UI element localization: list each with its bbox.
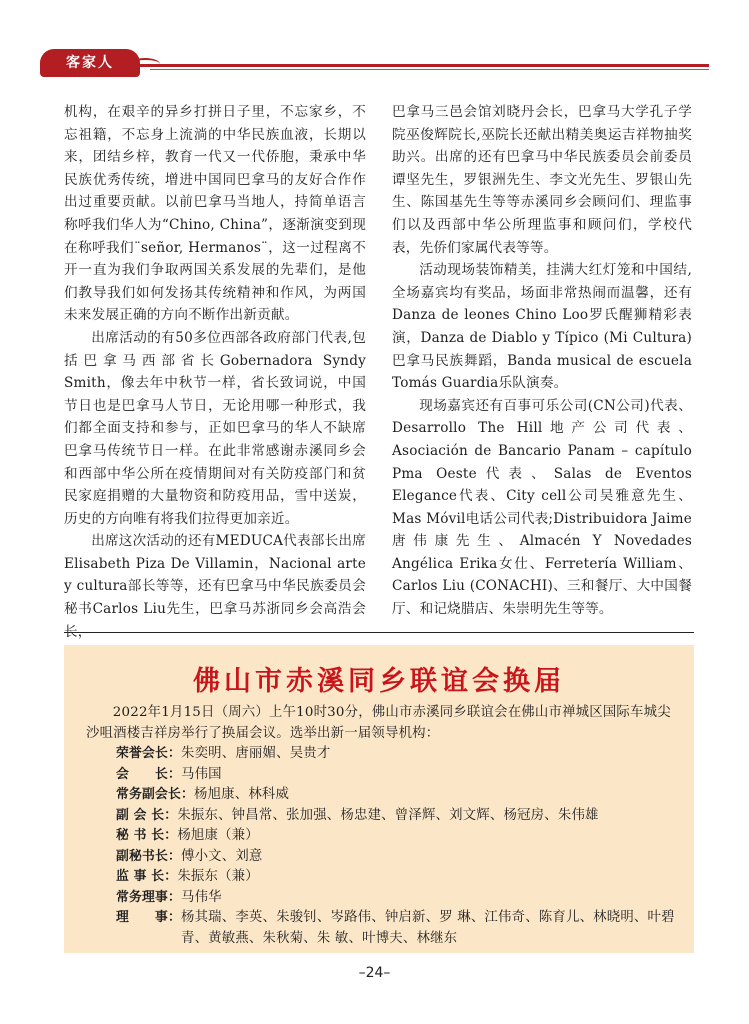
roster-row [86, 785, 682, 806]
roster-names: 傅小文、刘意 [180, 848, 263, 864]
roster-role: 常务副会长： [116, 787, 194, 802]
paragraph: 机构，在艰辛的异乡打拼日子里，不忘家乡，不忘祖籍，不忘身上流淌的中华民族血液，长期以来，团结乡梓，教育一代又一代侨胞，秉承中华民族优秀传统，增进中国同巴拿马的友好合作作出过重要贡献。以前巴拿马当地人，持简单语言称呼我们华人为“Chino, China”，逐渐演变到现在称呼我们¨señor, Hermanos¨，这一过程离不开一直为我们争取两国关系发展的先辈们，是他们教导我们如何发扬其传统精神和作风，为两国未来发展正确的方向不断作出新贡献。 [64, 104, 366, 324]
page-header [0, 0, 749, 78]
roster-row [86, 744, 682, 765]
notice-box [64, 645, 694, 953]
roster-names: 杨旭康、林科威 [193, 787, 290, 802]
notice-intro: 2022年1月15日（周六）上午10时30分，佛山市赤溪同乡联谊会在佛山市禅城区国际车城尖沙咀酒楼吉祥房举行了换届会议。选举出新一届领导机构： [86, 705, 671, 741]
roster-row [86, 847, 682, 868]
section-divider [64, 632, 694, 633]
roster-role: 荣誉会长： [116, 746, 181, 761]
paragraph: 现场嘉宾还有百事可乐公司(CN公司)代表、Desarrollo The Hill地产公司代表、Asociación de Bancario Panam – capítulo Pma Oeste代表、Salas de Eventos Elegance代表、City cell公司吴雅意先生、Mas Móvil电话公司代表;Distribuidora Jaime唐伟康先生、Almacén Y Novedades Angélica Erika女仕、Ferretería William、Carlos Liu (CONACHI)、三和餐厅、大中国餐厅、和记烧腊店、朱崇明先生等等。 [392, 397, 692, 618]
roster-role: 秘 书 长： [116, 828, 178, 843]
roster-role: 监 事 长： [116, 869, 178, 884]
roster-row [86, 888, 682, 909]
left-column [64, 101, 366, 643]
roster-row [86, 826, 682, 847]
roster-names: 杨其瑞、李英、朱骏钊、岑路伟、钟启新、罗 琳、江伟奇、陈育儿、林晓明、叶碧青、黄敏燕、朱秋菊、朱 敏、叶博夫、林继东 [180, 910, 675, 946]
roster-row [86, 806, 682, 827]
roster-role: 理 事： [116, 910, 181, 925]
roster-names: 马伟华 [180, 889, 222, 905]
header-rule-thin [150, 69, 709, 70]
roster-row [86, 867, 682, 888]
paragraph: 活动现场装饰精美，挂满大红灯笼和中国结,全场嘉宾均有奖品，场面非常热闹而温馨，还有Danza de leones Chino Loo罗氏醒狮精彩表演，Danza de Diablo y Típico (Mi Cultura)巴拿马民族舞蹈，Banda musical de escuela Tomás Guardia乐队演奏。 [392, 262, 692, 392]
roster-names: 朱奕明、唐丽媚、吴贵才 [180, 746, 331, 761]
roster-row [86, 765, 682, 786]
roster-names: 朱振东（兼） [177, 869, 259, 884]
page-number: –24– [358, 965, 391, 981]
notice-body [86, 703, 682, 949]
section-badge: 客家人 [40, 49, 140, 77]
paragraph: 出席这次活动的还有MEDUCA代表部长出席Elisabeth Piza De Villamin，Nacional arte y cultura部长等等，还有巴拿马中华民族委员会秘书Carlos Liu先生，巴拿马苏浙同乡会高浩会长， [64, 533, 366, 640]
paragraph: 巴拿马三邑会馆刘晓丹会长，巴拿马大学孔子学院巫俊辉院长,巫院长还献出精美奥运吉祥物抽奖助兴。出席的还有巴拿马中华民族委员会前委员谭坚先生，罗银洲先生、李文光先生、罗银山先生、陈国基先生等等赤溪同乡会顾问们、理监事们以及西部中华公所理监事和顾问们，学校代表，先侨们家属代表等等。 [392, 104, 692, 256]
roster-role: 会 长： [116, 766, 181, 782]
paragraph: 出席活动的有50多位西部各政府部门代表,包括巴拿马西部省长Gobernadora Syndy Smith，像去年中秋节一样，省长致词说，中国节日也是巴拿马人节日，无论用哪一种形式，我们都全面支持和参与，正如巴拿马的华人不缺席巴拿马传统节日一样。在此非常感谢赤溪同乡会和西部中华公所在疫情期间对有关防疫部门和贫民家庭捐赠的大量物资和防疫用品，雪中送炭，历史的方向唯有将我们拉得更加亲近。 [64, 329, 366, 527]
roster-names: 朱振东、钟昌常、张加强、杨忠建、曾泽辉、刘文辉、杨冠房、朱伟雄 [177, 807, 599, 823]
roster-list [86, 744, 682, 949]
notice-title: 佛山市赤溪同乡联谊会换届 [193, 666, 565, 697]
roster-role: 副 会 长： [116, 807, 178, 823]
right-column [392, 101, 692, 621]
roster-row [86, 908, 682, 949]
roster-role: 副秘书长： [116, 848, 181, 864]
roster-names: 杨旭康（兼） [177, 828, 259, 843]
roster-names: 马伟国 [180, 766, 222, 782]
roster-role: 常务理事： [116, 889, 181, 905]
